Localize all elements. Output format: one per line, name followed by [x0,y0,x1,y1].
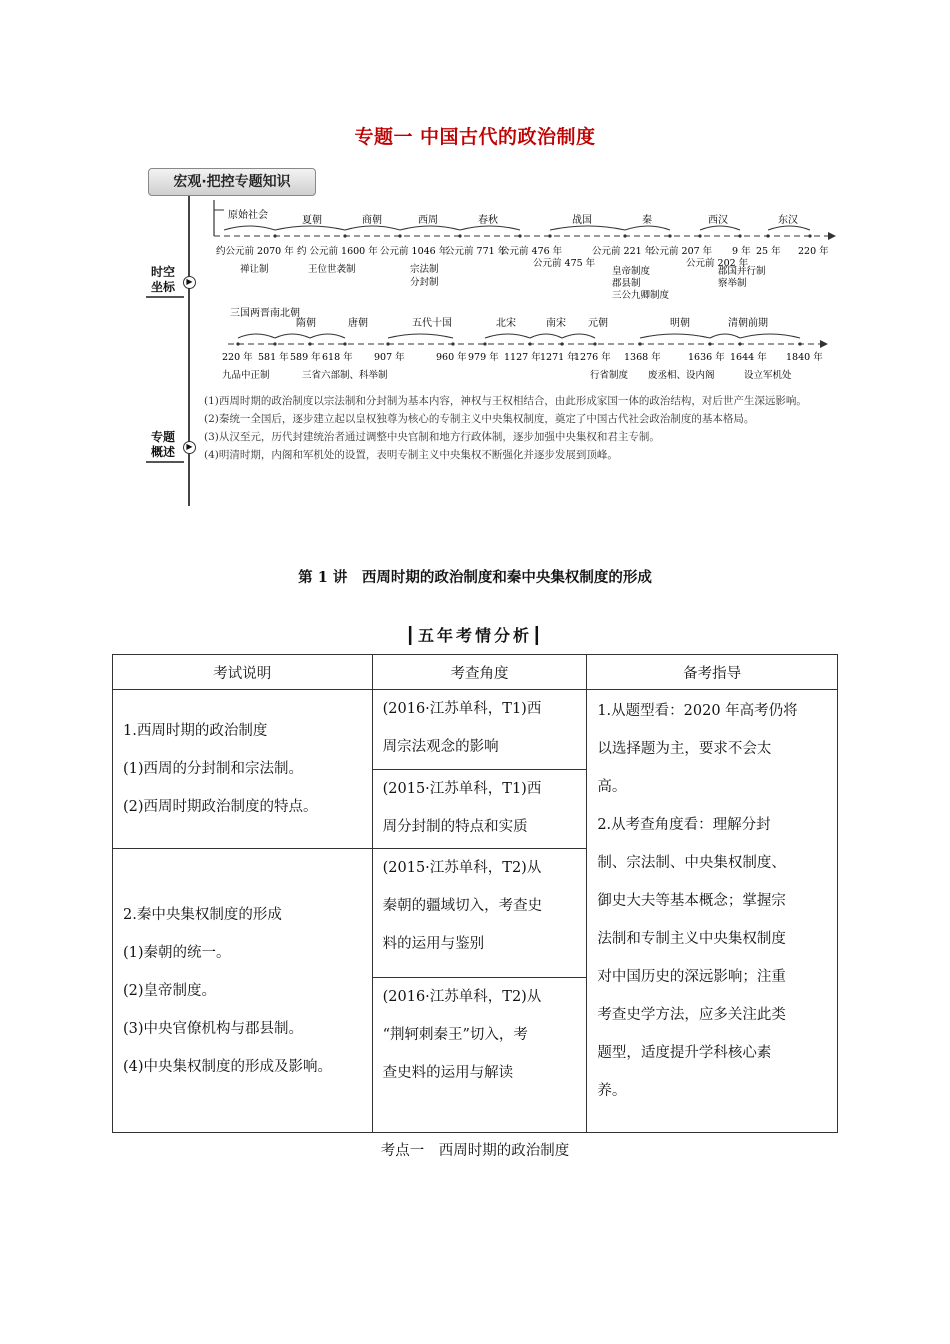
exam-angle-cell: (2016·江苏单科，T2)从 “荆轲刺秦王”切入，考 查史料的运用与解读 [372,978,587,1133]
timeline-label: 时空 坐标 [150,265,175,294]
date-label: 960 年 [436,352,467,363]
period-label: 原始社会 [228,210,268,221]
date-label: 1636 年 [688,352,725,363]
date-label: 公元前 476 年 [500,246,563,257]
period-label: 三国两晋南北朝 [230,308,300,319]
period-label: 隋朝 [296,318,316,329]
period-label: 夏朝 [302,215,322,226]
system-label: 宗法制 [410,264,439,275]
date-label: 581 年 [258,352,289,363]
date-label: 907 年 [374,352,405,363]
overview-item: (3)从汉至元，历代封建统治者通过调整中央官制和地方行政体制，逐步加强中央集权和君主专制。 [204,431,660,443]
exam-desc-cell: 2.秦中央集权制度的形成 (1)秦朝的统一。 (2)皇帝制度。 (3)中央官僚机构与郡县制。 (4)中央集权制度的形成及影响。 [113,849,373,1133]
system-label: 郡县制 [612,278,641,289]
system-label: 设立军机处 [744,370,792,381]
table-header: 考查角度 [372,655,587,690]
vertical-divider [188,196,190,506]
system-label: 九品中正制 [222,370,270,381]
date-label: 公元前 221 年 [592,246,655,257]
overview-list [204,392,834,464]
period-label: 秦 [642,215,652,226]
period-label: 东汉 [778,215,798,226]
date-label: 979 年 [468,352,499,363]
system-label: 废丞相、设内阁 [648,370,715,381]
overview-label-underline [146,461,184,463]
period-label: 北宋 [496,318,516,329]
date-label: 1271 年 [540,352,577,363]
table-row [113,690,838,770]
period-label: 西周 [418,215,438,226]
date-label: 公元前 1046 年 [380,246,449,257]
timeline-label-underline [146,296,184,298]
table-header: 考试说明 [113,655,373,690]
arrow-right-icon: ▶ [183,276,196,289]
overview-item: (4)明清时期，内阁和军机处的设置，表明专制主义中央集权不断强化并逐步发展到顶峰。 [204,449,618,461]
section-banner: 宏观·把控专题知识 [148,168,316,196]
date-label: 公元前 475 年 [533,258,596,269]
period-label: 南宋 [546,318,566,329]
system-label: 分封制 [410,277,439,288]
date-label: 公元前 771 年 [445,246,508,257]
date-label: 1644 年 [730,352,767,363]
date-label: 618 年 [322,352,353,363]
period-label: 明朝 [670,318,690,329]
date-label: 589 年 [290,352,321,363]
date-label: 公元前 202 年 [686,258,749,269]
date-label: 1368 年 [624,352,661,363]
exam-angle-cell: (2015·江苏单科，T1)西 周分封制的特点和实质 [372,769,587,849]
system-label: 三公九卿制度 [612,290,670,301]
date-label: 约公元前 2070 年 [216,246,294,257]
date-label: 1127 年 [504,352,541,363]
system-label: 皇帝制度 [612,266,651,277]
system-label: 察举制 [718,278,747,289]
exam-analysis-table [112,654,838,1133]
exam-desc-cell: 1.西周时期的政治制度 (1)西周的分封制和宗法制。 (2)西周时期政治制度的特点。 [113,690,373,849]
date-label: 1840 年 [786,352,823,363]
date-label: 25 年 [756,246,781,257]
timeline-row-2 [200,302,840,384]
period-label: 清朝前期 [728,318,768,329]
date-label: 220 年 [222,352,253,363]
table-header-row [113,655,838,690]
period-label: 战国 [572,215,592,226]
date-label: 9 年 [732,246,751,257]
analysis-title: ┃五年考情分析┃ [405,626,545,645]
period-label: 元朝 [588,318,608,329]
period-label: 五代十国 [412,318,452,329]
overview-item: (1)西周时期的政治制度以宗法制和分封制为基本内容，神权与王权相结合，由此形成家国一体的政治结构，对后世产生深远影响。 [204,395,807,407]
timeline-row-1 [200,200,840,310]
date-label: 约 公元前 1600 年 [297,246,378,257]
system-label: 三省六部制、科举制 [302,370,388,381]
period-label: 春秋 [478,215,498,226]
date-label: 1276 年 [574,352,611,363]
period-label: 商朝 [362,215,382,226]
lecture-title: 第 1 讲 西周时期的政治制度和秦中央集权制度的形成 [298,569,652,586]
guide-cell: 1.从题型看：2020 年高考仍将 以选择题为主，要求不会太 高。 2.从考查角度看：理解分封 制、宗法制、中央集权制度、 御史大夫等基本概念；掌握宗 法制和专制主义中央集权制度 对中国历史的深远影响；注重 考查史学方法，应多关注此类 题型，适度提升学科核心素 养。 [587,690,838,1133]
system-label: 王位世袭制 [308,264,356,275]
topic-title: 专题一 中国古代的政治制度 [354,126,596,148]
date-label: 公元前 207 年 [650,246,713,257]
system-label: 禅让制 [240,264,269,275]
overview-label: 专题 概述 [150,430,175,459]
arrow-right-icon: ▶ [183,441,196,454]
exam-angle-cell: (2015·江苏单科，T2)从 秦朝的疆域切入，考查史 料的运用与鉴别 [372,849,587,978]
period-label: 西汉 [708,215,728,226]
exam-angle-cell: (2016·江苏单科，T1)西 周宗法观念的影响 [372,690,587,770]
kaodian-title: 考点一 西周时期的政治制度 [380,1143,570,1159]
period-label: 唐朝 [348,318,368,329]
table-header: 备考指导 [587,655,838,690]
system-label: 郡国并行制 [718,266,766,277]
system-label: 行省制度 [590,370,629,381]
overview-item: (2)秦统一全国后，逐步建立起以皇权独尊为核心的专制主义中央集权制度，奠定了中国古代社会政治制度的基本格局。 [204,413,755,425]
date-label: 220 年 [798,246,829,257]
